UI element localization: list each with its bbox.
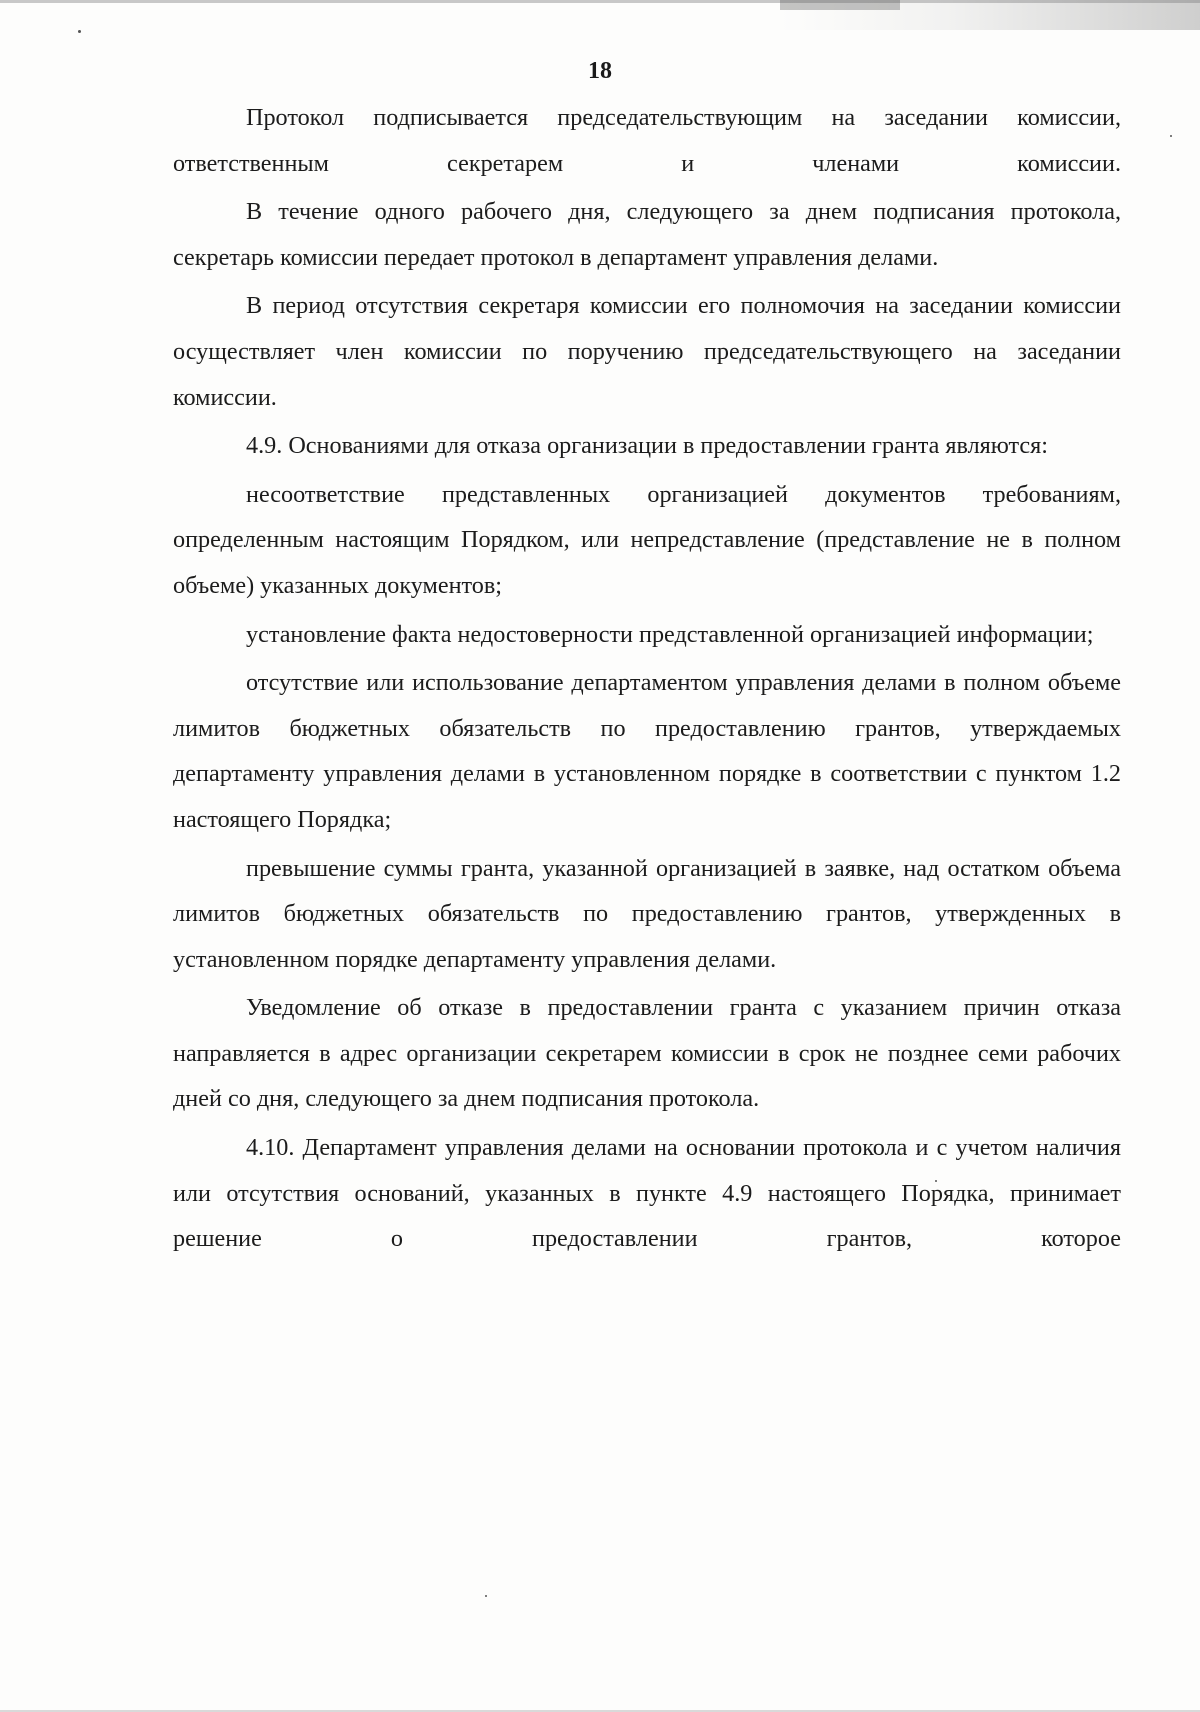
paragraph: отсутствие или использование департаментом управления делами в полном объеме лимитов бюджетных обязательств по предоставлению грантов, утверждаемых департаменту управления делами в установленном порядке в соответствии с пунктом 1.2 настоящего Порядка;: [173, 669, 1121, 833]
page-number: 18: [588, 58, 612, 84]
paragraph: 4.9. Основаниями для отказа организации в предоставлении гранта являются:: [246, 432, 1048, 460]
paragraph: несоответствие представленных организацией документов требованиям, определенным настоящим Порядком, или непредставление (представление не в полном объеме) указанных документов;: [173, 480, 1121, 599]
paragraph: 4.10. Департамент управления делами на основании протокола и с учетом наличия или отсутствия оснований, указанных в пункте 4.9 настоящего Порядка, принимает решение о предоставлении грантов, которое: [173, 1134, 1121, 1253]
document-body: [173, 95, 1121, 1262]
paragraph: установление факта недостоверности представленной организацией информации;: [246, 620, 1094, 648]
scan-smudge: [780, 0, 900, 10]
paragraph: превышение суммы гранта, указанной организацией в заявке, над остатком объема лимитов бюджетных обязательств по предоставлению грантов, утвержденных в установленном порядке департаменту управления делами.: [173, 854, 1121, 973]
scan-speck: [78, 30, 81, 33]
paragraph: В течение одного рабочего дня, следующего за днем подписания протокола, секретарь комиссии передает протокол в департамент управления делами.: [173, 198, 1121, 271]
paragraph: В период отсутствия секретаря комиссии его полномочия на заседании комиссии осуществляет член комиссии по поручению председательствующего на заседании комиссии.: [173, 292, 1121, 411]
paragraph: Уведомление об отказе в предоставлении гранта с указанием причин отказа направляется в адрес организации секретарем комиссии в срок не позднее семи рабочих дней со дня, следующего за днем подписания протокола.: [173, 994, 1121, 1113]
scan-speck: [1170, 135, 1172, 137]
paragraph: Протокол подписывается председательствующим на заседании комиссии, ответственным секретарем и членами комиссии.: [173, 104, 1121, 177]
scan-speck: [485, 1595, 487, 1597]
